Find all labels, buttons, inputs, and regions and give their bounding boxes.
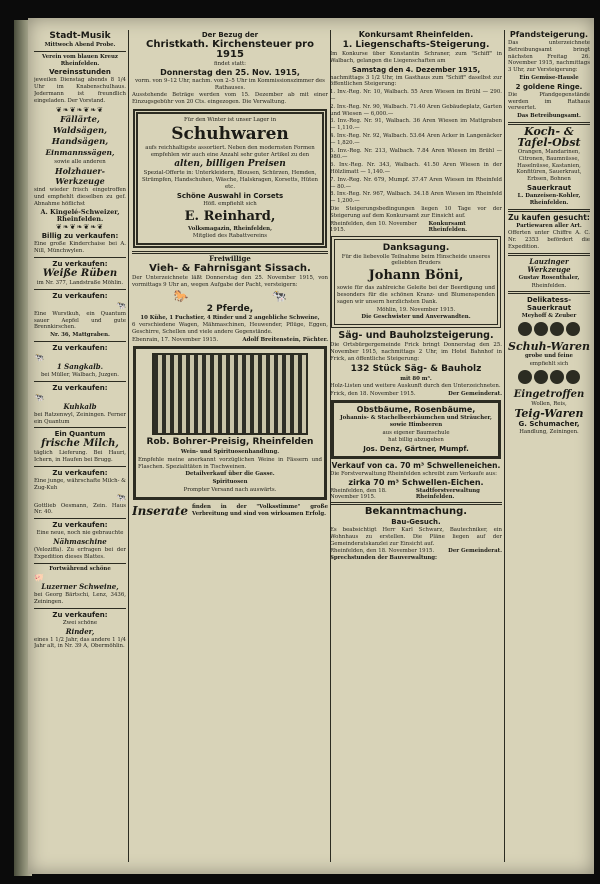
ad-headline: Inserate (132, 503, 189, 518)
cow-icon: 🐄 (116, 492, 126, 502)
ad-text: bei Ratzenwyl, Zeiningen. Ferner ein Quantum (34, 411, 126, 425)
ad-text: Mitglied des Rabattvereins (192, 233, 268, 240)
column-rule (128, 30, 129, 862)
property-row: 1. Inv.-Reg. Nr. 10, Walbach. 55 Aren Wiesen im Brühl — 290.— (330, 89, 502, 102)
ad-text: findet statt: (214, 61, 246, 67)
ad-text: Freiwillige (209, 254, 251, 264)
ad-title: Christkath. Kirchensteuer pro 1915 (146, 39, 314, 60)
ad-headline: Rob. Bohrer-Preisig, Rheinfelden (146, 436, 314, 447)
ad-title: Zu verkaufen: (52, 343, 108, 352)
ad-text: A. Kingelé-Schweizer, Rheinfelden. (40, 207, 120, 223)
ornament-divider: ❦❧❦❧❦❧❦ (55, 223, 105, 232)
ad-title: Rinder, (65, 626, 95, 636)
column-4 (508, 30, 590, 862)
ad-text: Johannis- & Stachelbeerbäumchen und Sträucher, sowie Himbeeren (340, 415, 492, 428)
ad-text: sowie alle anderen (54, 158, 106, 165)
ad-text: hat billig abzugeben (388, 437, 444, 444)
ad-text: Fortwährend schöne (49, 565, 111, 572)
ad-text: Nr. 36, Mattgraben. (50, 332, 110, 339)
ad-title: Bau-Gesuch. (391, 518, 441, 527)
ad-title: Handsägen, (51, 136, 109, 147)
ad-box-obstbaeume (331, 400, 501, 459)
ad-title: Zu verkaufen: (52, 383, 108, 392)
divider (34, 518, 126, 519)
ad-text: Volksmagazin, Rheinfelden, (188, 225, 272, 232)
property-row: 5. Inv.-Reg. Nr. 213, Walbach. 7.84 Aren Wiesen im Brühl — 980.— (330, 147, 502, 161)
seal-icon (518, 322, 532, 336)
seal-icon (550, 370, 564, 384)
ad-title: Verkauf von ca. 70 m³ Schwelleneichen. (331, 461, 501, 471)
ad-text: finden in der "Volksstimme" große Verbreitung und sind von wirksamen Erfolg. (192, 503, 328, 517)
seal-row (508, 321, 590, 341)
ad-headline: Teig-Waren (514, 406, 584, 420)
ad-text: Für den Winter ist unser Lager in (183, 116, 277, 123)
ad-title: Fällärte, (60, 114, 100, 125)
ad-text: Gustav Rosenthaler, (518, 274, 580, 281)
ad-date: Ebenrain, 17. November 1915. (132, 336, 219, 343)
ad-text: 6 verschiedene Wagen, Mähmaschinen, Heuwender, Pflüge, Eggen, Geschirre, Schellen und viele andere Gegenstände. (132, 322, 328, 336)
ad-text: Verein vom blauen Kreuz Rheinfelden. (42, 53, 118, 67)
ad-title: Vieh- & Fahrnisgant Sissach. (149, 262, 311, 274)
ad-text: Eine neue, noch nie gebrauchte (36, 530, 124, 537)
ad-text: Mittwoch Abend Probe. (44, 42, 116, 48)
ad-headline: Schuhwaren (171, 123, 289, 144)
divider (508, 253, 590, 256)
property-row: 3. Inv.-Reg. Nr. 91, Walbach. 36 Aren Wiesen im Mattgraben — 1,110.— (330, 118, 502, 132)
barrels-illustration (152, 353, 308, 435)
ad-text: Wollen, Reis, (531, 400, 567, 407)
newspaper-page (28, 18, 594, 874)
ad-title: frische Milch, (41, 438, 119, 450)
ad-signature: Der Gemeinderat. (448, 391, 502, 398)
ad-text: aus eigener Baumschule (382, 429, 450, 436)
seal-icon (534, 322, 548, 336)
ad-date: Rheinfelden, den 10. November 1915. (330, 220, 418, 233)
ad-headline: zirka 70 m³ Schwellen-Eichen. (348, 478, 484, 488)
ad-title: Vereinsstunden (49, 68, 111, 77)
property-row: 8. Inv.-Reg. Nr. 967, Walbach. 34.18 Aren Wiesen im Rheinfeld — 1,200.— (330, 191, 502, 205)
divider (330, 502, 502, 505)
ad-text: Gottlieb Oesmann, Zein. Haus Nr. 40. (34, 502, 126, 516)
ad-text: Partiewaren aller Art. (516, 222, 582, 229)
ad-title: 2 goldene Ringe. (515, 82, 583, 91)
ad-text: Rheinfelden. (531, 282, 567, 289)
ad-text: Offerten unter Chiffre A. C. Nr. 2353 befördert die Expedition. (508, 230, 590, 250)
ad-box-schuhwaren (133, 109, 327, 248)
ad-text: Spirituosen (212, 479, 248, 486)
ad-signature: Adolf Breitenstein, Pächter. (242, 336, 328, 343)
seal-row (508, 369, 590, 389)
ad-signature: Konkursamt Rheinfelden. (428, 220, 468, 233)
ad-title: Bekanntmachung. (364, 506, 468, 518)
ad-title: Weiße Rüben (42, 267, 118, 279)
ad-title: Kuhkalb (63, 401, 97, 411)
ad-headline: Johann Böni, (368, 268, 464, 284)
ad-text: Es beabsichtigt Herr Karl Schwarz, Bautechniker, ein Wohnhaus zu erstellen. Die Pläne liegen auf der Gemeinderatskanzlei zur Einsicht auf. (330, 527, 502, 547)
calf-icon: 🐄 (34, 392, 44, 402)
ad-text: Im Konkurse über Konstantin Schraner, zum "Schiff" in Walbach, gelangen die Liegenschaften am (330, 51, 502, 64)
ad-title: Säg- und Bauholzsteigerung. (338, 330, 494, 342)
divider (34, 427, 126, 428)
ad-headline: 132 Stück Säg- & Bauholz (350, 363, 482, 374)
ad-footer (330, 488, 502, 500)
ad-title: Pfandsteigerung. (509, 30, 589, 39)
ad-title: Delikatess-Sauerkraut (526, 296, 572, 313)
ad-text: Zwei schöne (62, 619, 98, 626)
seal-icon (566, 322, 580, 336)
ad-text: Eine große Kinderchaise bei A. Nill, Münchwylen. (34, 241, 126, 255)
ad-text: aufs reichhaltigste assortiert. Neben den modernsten Formen empfehlen wir auch eine Anzahl sehr guter Artikel zu den (145, 144, 315, 158)
ad-text: Ein Gemüse-Hausle (519, 74, 579, 81)
property-row: 2. Inv.-Reg. Nr. 90, Walbach. 71.40 Aren Gebäudeplatz, Garten und Wiesen — 6,000.— (330, 103, 502, 117)
ad-text: (Veloziffa). Zu erfragen bei der Expedition dieses Blattes. (34, 546, 126, 560)
ad-title: Zu verkaufen: (52, 468, 108, 477)
ad-title: Samstag den 4. Dezember 1915, (351, 65, 481, 74)
seal-icon (534, 370, 548, 384)
ad-text: täglich Lieferung. Bei Hauri, Ichern, in Haufen bei Brugg. (34, 450, 126, 464)
ad-title: Sauerkraut (526, 183, 572, 192)
ad-title: Ein Quantum (54, 430, 106, 439)
divider (508, 291, 590, 294)
ad-title: Zu verkaufen: (52, 259, 108, 268)
ad-title: 1 Sangkalb. (56, 361, 104, 371)
ad-text: Die Forstverwaltung Rheinfelden schreibt zum Verkaufe aus: (330, 471, 497, 478)
ad-text: jeweilen Dienstag abends 8 1/4 Uhr im Knabenschulhaus. Jedermann ist freundlich eingeladen. Der Vorstand. (34, 77, 126, 104)
ad-text: im Nr. 377, Landstraße Möhlin. (36, 279, 124, 286)
divider (34, 381, 126, 382)
ad-footer (330, 391, 502, 397)
ad-text: Sprechstunden der Bauverwaltung: (330, 555, 438, 562)
calf-icon: 🐄 (34, 352, 44, 362)
ad-title: Konkursamt Rheinfelden. (358, 30, 474, 39)
ad-signature: Stadtforstverwaltung Rheinfelden. (415, 488, 480, 501)
ad-title: Zu verkaufen: (52, 521, 108, 530)
ad-signature: Der Gemeinderat. (448, 548, 502, 555)
livestock-icons (132, 290, 328, 303)
ad-text: vorm. von 9–12 Uhr, nachm. von 2–5 Uhr im Kommissionszimmer des Rathauses. (135, 77, 325, 91)
ad-text: Die Pfandgegenstände werden im Rathaus verwertet. (508, 91, 590, 112)
property-row: 6. Inv.-Reg. Nr. 343, Walbach. 41.50 Aren Wiesen in der Hölzlimatt — 1,140.— (330, 162, 502, 175)
ad-text: Meyhoff & Zeuber (521, 313, 577, 320)
ad-title: Zu verkaufen: (52, 610, 108, 619)
ad-date: Frick, den 18. November 1915. (330, 391, 416, 398)
pig-icon: 🐖 (34, 573, 44, 583)
divider (34, 563, 126, 564)
ad-box-bohrer (133, 346, 327, 500)
ad-text: Handlung, Zeiningen. (519, 428, 579, 435)
ad-text: Ausstehende Beträge werden vom 15. Dezember ab mit einer Einzugsgebühr von 20 Cts. eingezogen. Die Verwaltung. (132, 92, 328, 106)
ad-title: 1. Liegenschafts-Steigerung. (342, 40, 490, 50)
inserate-notice (132, 503, 328, 519)
ad-text: Für die liebevolle Teilnahme beim Hinscheide unseres geliebten Bruders (341, 253, 491, 267)
ad-text: Die Geschwister und Anverwandten. (361, 314, 471, 321)
ad-text: bei Müller, Walbach, Juzgen. (40, 371, 119, 378)
seal-icon (518, 370, 532, 384)
ad-title: Billig zu verkaufen: (41, 232, 119, 241)
column-1 (34, 30, 126, 862)
ad-text: Prompter Versand nach auswärts. (183, 486, 277, 493)
ad-title: Schöne Auswahl in Corsets (176, 191, 284, 200)
ad-headline: Schuh-Waren (508, 340, 590, 354)
ad-text: eines 1 1/2 Jahr, das andere 1 1/4 Jahr alt, in Nr. 39 A, Obermöhlin. (34, 636, 126, 650)
ad-text: Möhlin, 19. November 1915. (376, 306, 456, 313)
ad-text: empfiehlt sich (529, 360, 569, 367)
ad-text: bei Georg Bärtschi, Lenz, 3436, Zeiningen. (34, 592, 126, 606)
property-row: 7. Inv.-Reg. Nr. 679, Mumpf. 37.47 Aren Wiesen im Rheinfeld — 80.— (330, 176, 502, 190)
ad-text: sowie für das zahlreiche Geleite bei der Beerdigung und besonders für die schönen Kranz- und Blumenspenden sagen wir unsern herzlichsten Dank. (337, 285, 495, 305)
ad-text: Orangen, Mandarinen, Citronen, Baumnüsse, Haselnüsse, Kastanien, Konfitüren, Sauerkraut, Erbsen, Bohnen (516, 148, 582, 183)
ad-text: Wein- und Spirituosenhandlung. (180, 448, 280, 455)
ad-title: Zu verkaufen: (52, 291, 108, 300)
ad-title: Danksagung. (382, 242, 450, 253)
ad-text: Spezial-Offerte in: Unterkleidern, Blousen, Schürzen, Hemden, Strümpfen, Handschuhen, Wäsche, Halskragen, Korsetts, Hüten etc. (141, 170, 319, 190)
ad-title: Einmannssägen, (45, 147, 115, 157)
ornament-divider: ❦❧❦❧❦❧❦ (55, 105, 105, 114)
ad-title: Stadt-Musik (49, 31, 111, 41)
seal-icon (550, 322, 564, 336)
column-3 (330, 30, 502, 862)
divider (34, 608, 126, 609)
ad-footer (330, 221, 502, 233)
ad-headline: Koch- & (524, 124, 574, 138)
ad-text: Holz-Listen und weitere Auskunft durch den Unterzeichneten. (330, 383, 501, 390)
ad-title: Waldsägen, (52, 125, 108, 136)
ad-text: Detailverkauf über die Gasse. (185, 471, 275, 478)
ad-box-danksagung (331, 236, 501, 329)
ad-footer (132, 337, 328, 343)
ad-title: Obstbäume, Rosenbäume, (356, 405, 476, 415)
ad-title: Luzerner Schweine, (41, 582, 119, 592)
ad-headline: Tafel-Obst (517, 135, 581, 149)
ad-text: L. Danzeisen-Kohler, Rheinfelden. (517, 192, 581, 206)
divider (34, 51, 126, 52)
cow-icon: 🐄 (271, 288, 287, 303)
ad-text: Eine junge, währschafte Milch- & Zug-Kuh (34, 477, 126, 491)
ad-headline: Eingetroffen (513, 388, 585, 400)
ad-headline: E. Reinhard, (184, 208, 276, 224)
column-2 (132, 30, 328, 862)
cow-icon: 🐄 (116, 300, 126, 310)
ad-text: Der Unterzeichnete läßt Donnerstag den 25. November 1915, von vormittags 9 Uhr an, wegen Aufgabe der Pacht, versteigern: (132, 274, 328, 288)
divider (34, 257, 126, 258)
column-rule (504, 30, 505, 862)
divider (34, 341, 126, 342)
ad-title: Donnerstag den 25. Nov. 1915, (160, 67, 300, 77)
ad-date: Rheinfelden, den 18. November 1915. (330, 548, 435, 555)
ad-text: Die Ortsbürgergemeinde Frick bringt Donnerstag den 25. November 1915, nachmittags 2 Uhr, im Hotel Bahnhof in Frick, an öffentliche Steigerung: (330, 342, 502, 362)
divider (508, 209, 590, 212)
ad-date: Rheinfelden, den 18. November 1915. (330, 488, 387, 501)
ad-text: mit 80 m³. (400, 375, 432, 382)
divider (34, 466, 126, 467)
seal-icon (566, 370, 580, 384)
ad-text: Empfehle meine anerkannt vorzüglichen Weine in Fässern und Flaschen. Spezialitäten in Tischweinen. (138, 456, 322, 470)
ad-title: Der Bezug der (201, 31, 259, 39)
ad-footer (330, 548, 502, 554)
ad-title: Zu kaufen gesucht: (508, 212, 590, 222)
ad-text: Höfl. empfiehlt sich (203, 200, 257, 207)
ad-title: 2 Pferde, (206, 303, 254, 314)
ad-title: G. Schumacher, (518, 419, 580, 428)
ad-text: grobe und feine (525, 353, 573, 360)
ad-title: Nähmaschine (53, 536, 107, 546)
ad-headline: alten, billigen Preisen (174, 159, 286, 170)
ad-text: Die Steigerungsbedingungen liegen 10 Tage vor der Steigerung auf dem Konkursamt zur Einsicht auf. (330, 205, 502, 219)
divider (34, 289, 126, 290)
horse-icon: 🐎 (173, 288, 189, 303)
ad-text: Das unterzeichnete Betreibungsamt bringt nächsten Freitag 26. November 1915, nachmittags 3 Uhr, zur Versteigerung: (508, 40, 590, 74)
property-row: 4. Inv.-Reg. Nr. 92, Walbach. 53.64 Aren Acker in Langenäcker — 1,820.— (330, 132, 502, 146)
ad-title: Lauzinger Werkzeuge (527, 256, 571, 274)
ad-text: Das Betreibungsamt. (517, 113, 581, 120)
ad-text: 10 Kühe, 1 Fuchstier, 4 Rinder und 2 angebliche Schweine, (140, 314, 320, 321)
ad-text: Eine Wurstkuh, ein Quantum sauer Aepfel und gute Brennkirschen. (34, 310, 126, 331)
ad-title: Jos. Denz, Gärtner, Mumpf. (363, 445, 469, 454)
ad-text: sind wieder frisch eingetroffen und empfiehlt dieselben zu gef. Abnahme höflichst (34, 187, 126, 207)
ad-text: nachmittags 3 1/2 Uhr, im Gasthaus zum "Schiff" daselbst zur öffentlichen Steigerung: (330, 74, 502, 88)
ad-title: Holzhauer-Werkzeuge (55, 166, 105, 187)
